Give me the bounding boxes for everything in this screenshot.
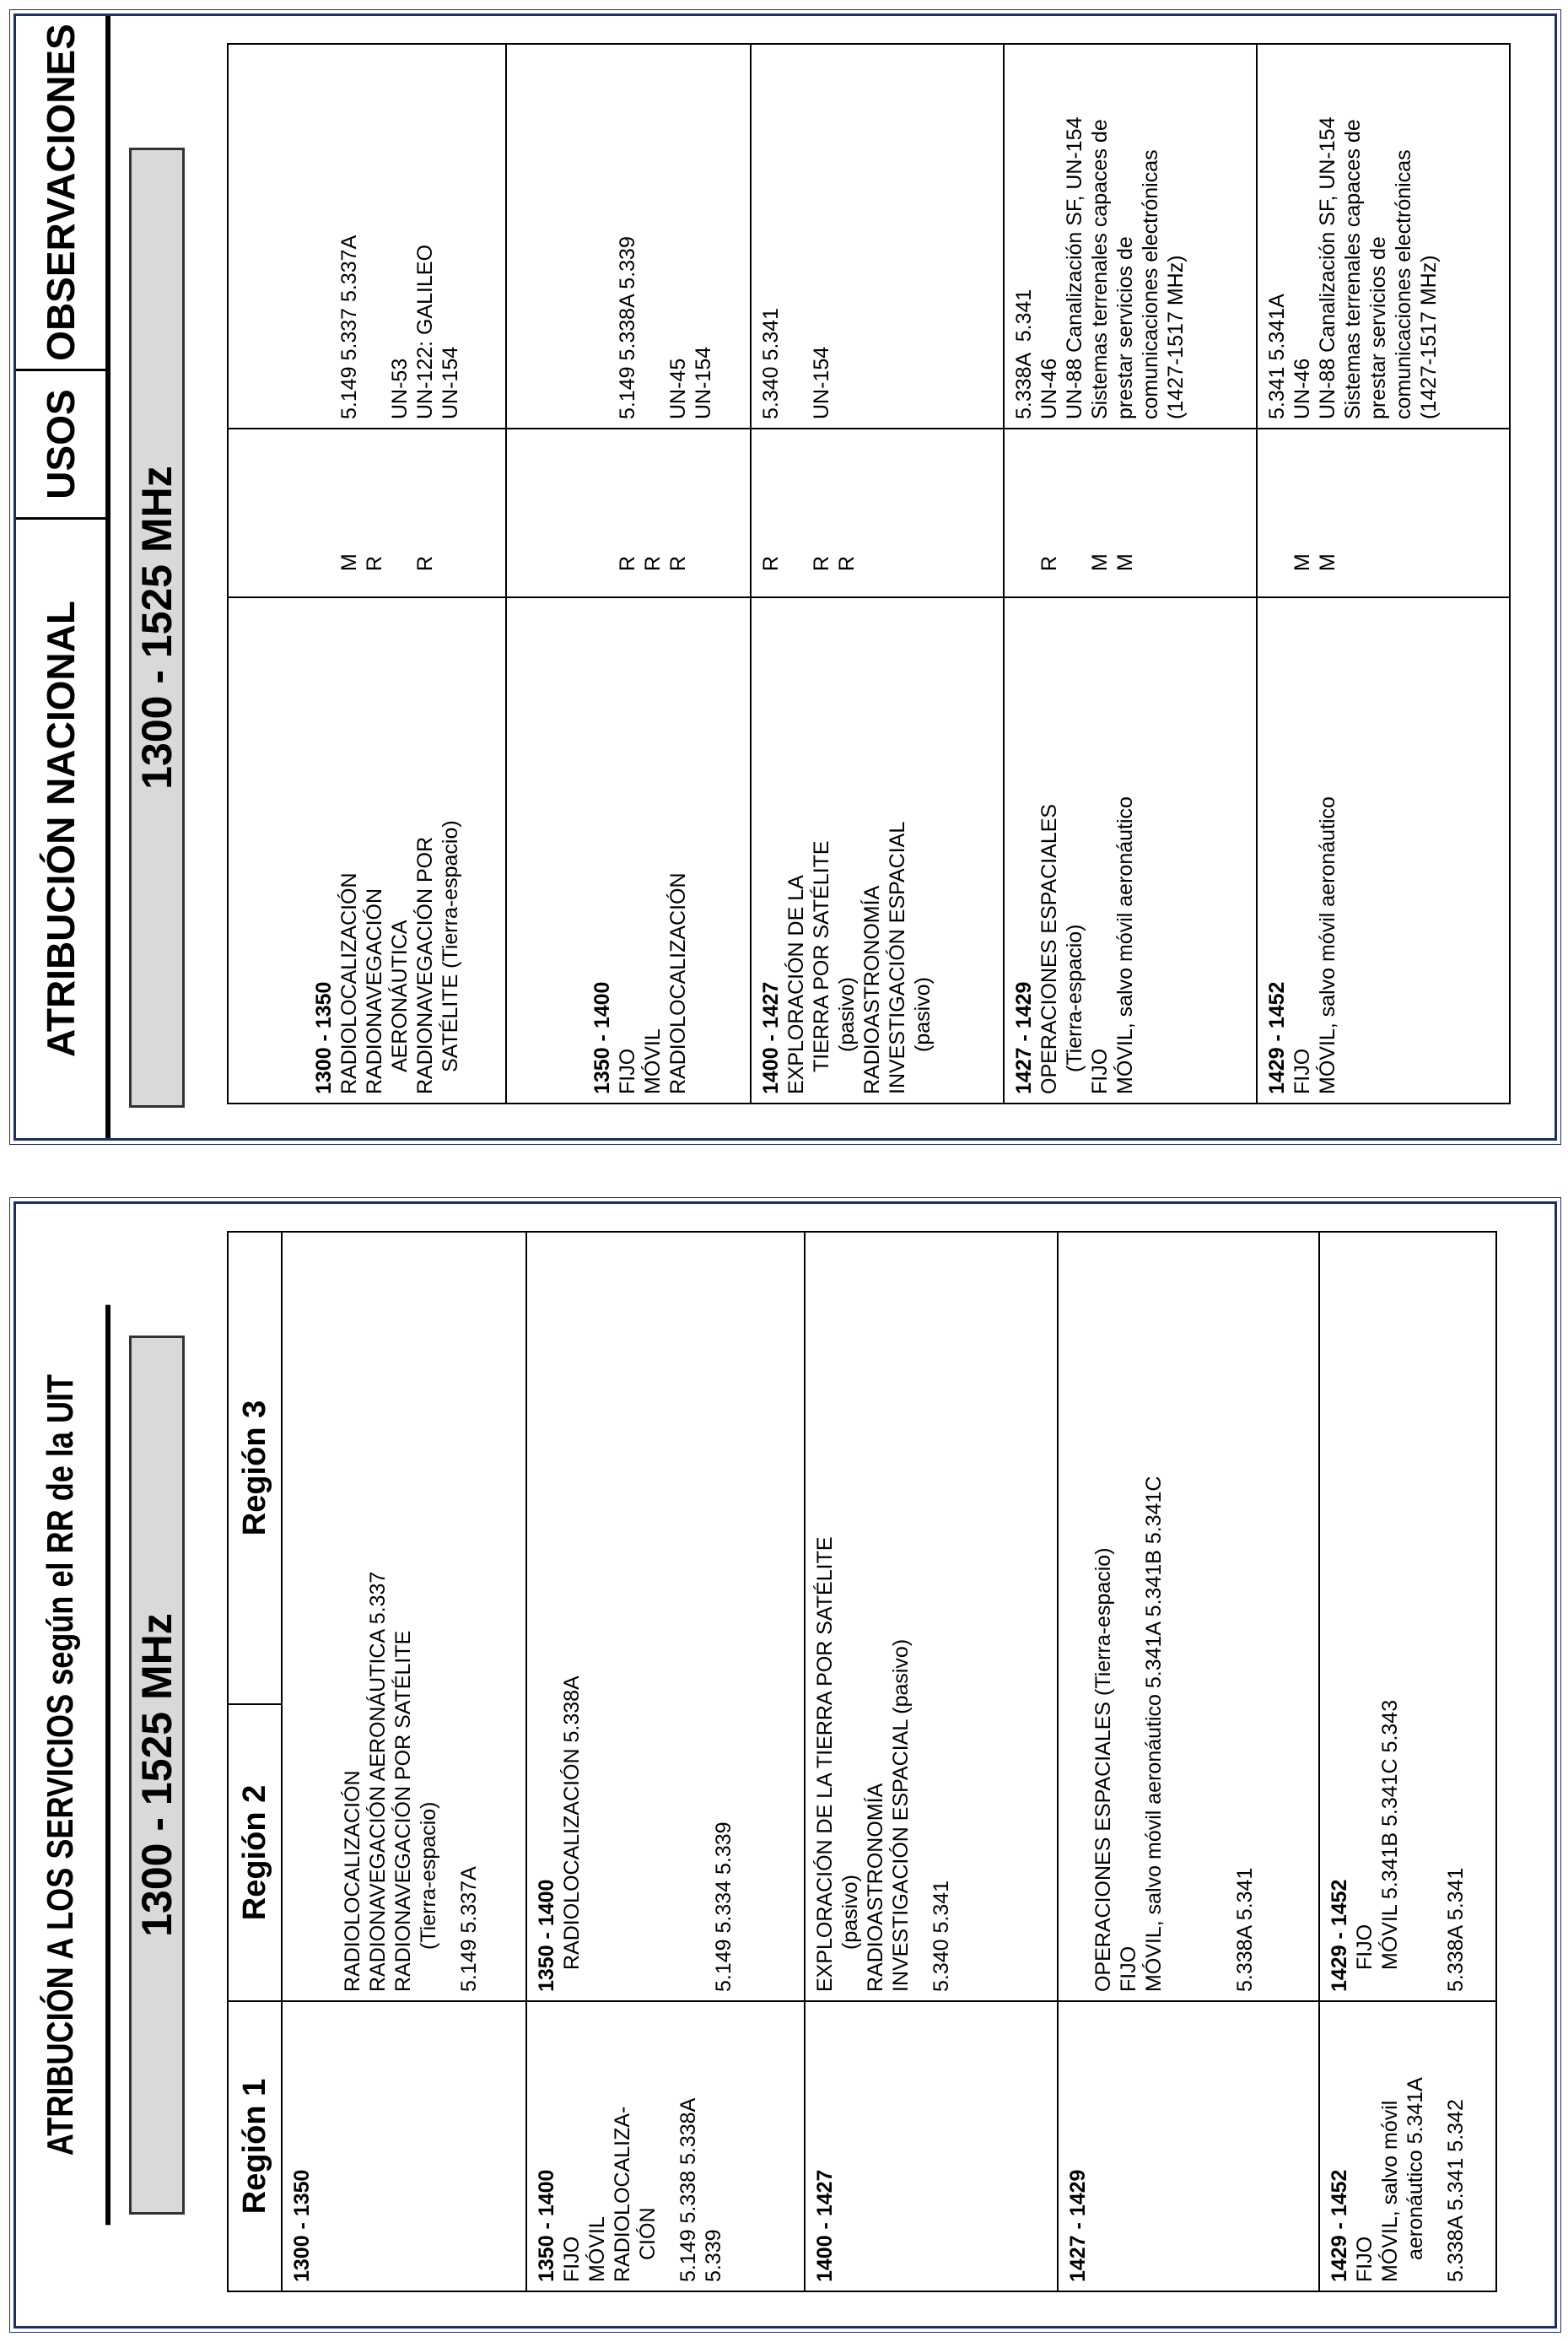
service-line: MÓVIL, salvo móvil aeronáutico 5.341A 5.341B 5.341C [1142, 1476, 1166, 1992]
band-range: 1427 - 1429 [1066, 2169, 1090, 2282]
service-line: RADIONAVEGACIÓN AERONÁUTICA 5.337 [366, 1571, 390, 1992]
service-line: RADIONAVEGACIÓN POR [413, 836, 437, 1094]
service-line: RADIOLOCALIZACIÓN [666, 872, 690, 1094]
service-line: AERONÁUTICA [388, 920, 412, 1072]
observation-line: comunicaciones electrónicas [1392, 149, 1415, 419]
observation-line: Sistemas terrenales capaces de [1341, 119, 1365, 419]
uit-r123-cell [1058, 1232, 1319, 2001]
table-row [228, 44, 506, 1104]
service-line: FIJO [560, 2236, 584, 2282]
observation-line: UN-53 [388, 358, 412, 419]
uit-r23-cell [526, 1232, 805, 2001]
service-line: FIJO [1117, 1945, 1140, 1992]
uit-r1-cell [1319, 2001, 1496, 2291]
service-line: RADIOLOCALIZACIÓN [341, 1770, 364, 1992]
national-obs-cell [506, 44, 751, 429]
use-code: M [1316, 553, 1339, 571]
service-line: RADIOASTRONOMÍA [860, 885, 884, 1094]
uit-r1-cell [805, 2001, 1058, 2291]
observation-line: 5.340 5.341 [759, 307, 783, 419]
service-line: MÓVIL, salvo móvil [1378, 2100, 1402, 2282]
observation-line: UN-122: GALILEO [413, 244, 437, 419]
national-uses-cell [751, 429, 1004, 597]
service-line: RADIOLOCALIZA- [611, 2106, 634, 2282]
column-header-observaciones: OBSERVACIONES [39, 24, 83, 361]
service-line: EXPLORACIÓN DE LA TIERRA POR SATÉLITE [813, 1536, 837, 1992]
uit-column-header-row [228, 1232, 282, 2291]
uit-r1-cell [1058, 2001, 1319, 2291]
national-service-cell [1004, 597, 1257, 1104]
service-line: RADIONAVEGACIÓN POR SATÉLITE [391, 1630, 415, 1992]
observation-line: UN-154 [692, 346, 715, 419]
use-code: M [1291, 553, 1314, 571]
uit-band-label: 1300 - 1525 MHz [129, 1336, 185, 2215]
observation-line: UN-88 Canalización SF, UN-154 [1316, 116, 1339, 419]
uit-allocation-table [227, 1231, 1497, 2292]
service-line: TIERRA POR SATÉLITE [810, 840, 833, 1072]
national-obs-cell [1257, 44, 1510, 429]
footnote: 5.338A 5.341 [1444, 1867, 1468, 1992]
table-row [506, 44, 751, 1104]
observation-line: Sistemas terrenales capaces de [1088, 119, 1112, 419]
table-row [805, 1232, 1058, 2291]
service-line: RADIOASTRONOMÍA [864, 1783, 887, 1992]
service-line: (pasivo) [835, 977, 859, 1052]
uit-r1-cell [282, 2001, 526, 2291]
national-allocation-table [227, 43, 1511, 1104]
service-line: (Tierra-espacio) [1063, 924, 1086, 1072]
band-range: 1300 - 1350 [290, 2169, 314, 2282]
service-line: MÓVIL [585, 2216, 609, 2282]
column-header-usos: USOS [16, 369, 105, 517]
national-uses-cell [228, 429, 506, 597]
national-service-cell [751, 597, 1004, 1104]
service-line: SATÉLITE (Tierra-espacio) [439, 820, 462, 1072]
service-line: (pasivo) [838, 1875, 862, 1950]
band-range: 1350 - 1400 [535, 1879, 558, 1992]
observation-line: 5.149 5.338A 5.339 [616, 236, 639, 419]
band-range: 1427 - 1429 [1012, 981, 1036, 1094]
service-line: (pasivo) [911, 977, 935, 1052]
uit-r123-cell [805, 1232, 1058, 2001]
band-range: 1429 - 1452 [1328, 2169, 1351, 2282]
table-row [1257, 44, 1510, 1104]
footnote: 5.149 5.334 5.339 [712, 1821, 736, 1992]
national-service-cell [1257, 597, 1510, 1104]
band-range: 1400 - 1427 [813, 2169, 837, 2282]
observation-line: prestar servicios de [1113, 236, 1137, 419]
service-line: OPERACIONES ESPACIALES (Tierra-espacio) [1091, 1547, 1115, 1992]
observation-line: UN-46 [1291, 358, 1314, 419]
observation-line: UN-154 [810, 346, 833, 419]
use-code: R [413, 555, 437, 571]
national-uses-cell [1004, 429, 1257, 597]
national-band-label: 1300 - 1525 MHz [129, 148, 185, 1108]
table-row [751, 44, 1004, 1104]
use-code: M [1088, 553, 1112, 571]
table-row [526, 1232, 805, 2291]
national-uses-cell [506, 429, 751, 597]
uit-r23-cell [282, 1232, 526, 2001]
use-code: R [616, 555, 639, 571]
table-row [1004, 44, 1257, 1104]
service-line: CIÓN [636, 2207, 660, 2260]
band-range: 1400 - 1427 [759, 981, 783, 1094]
service-line: MÓVIL, salvo móvil aeronáutico [1113, 796, 1137, 1094]
national-obs-cell [751, 44, 1004, 429]
service-line: RADIONAVEGACIÓN [363, 888, 386, 1094]
national-panel-header [16, 16, 110, 1138]
observation-line: 5.338A 5.341 [1012, 289, 1036, 419]
use-code: R [666, 555, 690, 571]
national-obs-cell [228, 44, 506, 429]
observation-line: prestar servicios de [1366, 236, 1390, 419]
band-range: 1429 - 1452 [1265, 981, 1289, 1094]
service-line: MÓVIL [641, 1028, 665, 1094]
service-line: FIJO [616, 1048, 639, 1094]
band-range: 1350 - 1400 [535, 2169, 558, 2282]
service-line: aeronáutico 5.341A [1404, 2077, 1427, 2260]
observation-line: UN-88 Canalización SF, UN-154 [1063, 116, 1086, 419]
footnote: 5.339 [702, 2229, 725, 2282]
observation-line: UN-45 [666, 358, 690, 419]
column-header-region1: Región 1 [228, 2001, 282, 2291]
use-code: R [759, 555, 783, 571]
national-obs-cell [1004, 44, 1257, 429]
use-code: R [1037, 555, 1061, 571]
footnote: 5.338A 5.341 [1233, 1867, 1257, 1992]
column-header-region2: Región 2 [228, 1704, 282, 2001]
national-service-cell [228, 597, 506, 1104]
service-line: INVESTIGACIÓN ESPACIAL [886, 821, 909, 1094]
service-line: EXPLORACIÓN DE LA [784, 875, 808, 1094]
national-service-cell [506, 597, 751, 1104]
service-line: FIJO [1088, 1048, 1112, 1094]
observation-line: UN-46 [1037, 358, 1061, 419]
table-row [282, 1232, 526, 2291]
band-range: 1300 - 1350 [312, 981, 336, 1094]
column-header-atribucion: ATRIBUCIÓN NACIONAL [16, 517, 105, 1138]
use-code: R [641, 555, 665, 571]
service-line: RADIOLOCALIZACIÓN [337, 872, 361, 1094]
footnote: 5.340 5.341 [929, 1880, 953, 1992]
band-range: 1350 - 1400 [590, 981, 614, 1094]
use-code: R [835, 555, 859, 571]
use-code: R [810, 555, 833, 571]
table-row [1058, 1232, 1319, 2291]
service-line: MÓVIL 5.341B 5.341C 5.343 [1378, 1699, 1402, 1970]
use-code: R [363, 555, 386, 571]
observation-line: 5.149 5.337 5.337A [337, 235, 361, 419]
use-code: M [1113, 553, 1137, 571]
observation-line: UN-154 [439, 346, 462, 419]
service-line: FIJO [1291, 1048, 1314, 1094]
uit-panel-title: ATRIBUCIÓN A LOS SERVICIOS según el RR de la UIT [16, 1305, 110, 2226]
uit-allocation-panel [13, 1201, 1557, 2329]
uit-r23-cell [1319, 1232, 1496, 2001]
service-line: (Tierra-espacio) [417, 1801, 440, 1950]
service-line: OPERACIONES ESPACIALES [1037, 803, 1061, 1094]
service-line: RADIOLOCALIZACIÓN 5.338A [560, 1676, 584, 1970]
uit-r1-cell [526, 2001, 805, 2291]
table-row [1319, 1232, 1496, 2291]
footnote: 5.338A 5.341 5.342 [1444, 2099, 1468, 2282]
band-range: 1429 - 1452 [1328, 1879, 1351, 1992]
service-line: FIJO [1353, 1924, 1377, 1970]
service-line: MÓVIL, salvo móvil aeronáutico [1316, 796, 1339, 1094]
footnote: 5.149 5.337A [457, 1866, 481, 1992]
service-line: FIJO [1353, 2236, 1377, 2282]
service-line: INVESTIGACIÓN ESPACIAL (pasivo) [889, 1638, 913, 1992]
national-allocation-panel [13, 13, 1557, 1141]
observation-line: comunicaciones electrónicas [1139, 149, 1162, 419]
observation-line: 5.341 5.341A [1265, 294, 1289, 419]
observation-line: (1427-1517 MHz) [1417, 255, 1441, 419]
observation-line: (1427-1517 MHz) [1164, 255, 1188, 419]
national-uses-cell [1257, 429, 1510, 597]
use-code: M [337, 553, 361, 571]
footnote: 5.149 5.338 5.338A [676, 2097, 700, 2282]
column-header-region3: Región 3 [228, 1232, 282, 1704]
